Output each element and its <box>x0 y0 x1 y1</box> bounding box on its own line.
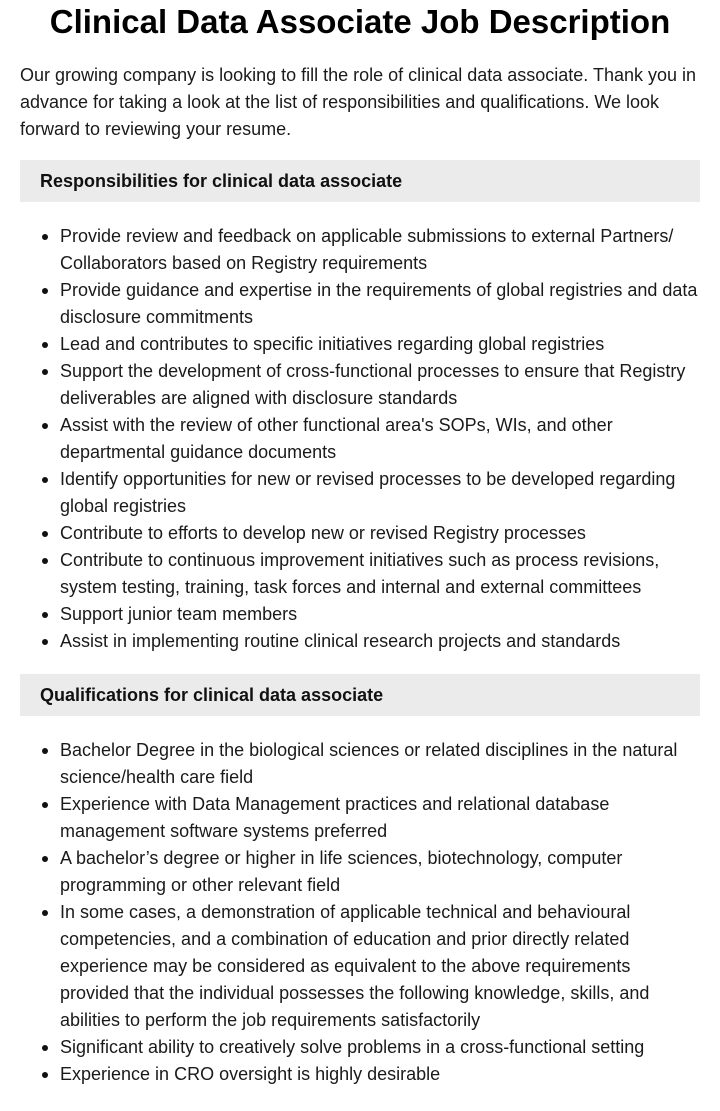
list-item: A bachelor’s degree or higher in life sciences, biotechnology, computer programming or other relevant field <box>60 845 700 899</box>
list-item: In some cases, a demonstration of applicable technical and behavioural competencies, and a combination of education and prior directly related experience may be considered as equivalent to the above requirements provided that the individual possesses the following knowledge, skills, and abilities to perform the job requirements satisfactorily <box>60 899 700 1034</box>
list-item: Contribute to efforts to develop new or revised Registry processes <box>60 520 700 547</box>
list-item: Support junior team members <box>60 601 700 628</box>
list-item: Provide guidance and expertise in the requirements of global registries and data disclosure commitments <box>60 277 700 331</box>
list-item: Contribute to continuous improvement initiatives such as process revisions, system testing, training, task forces and internal and external committees <box>60 547 700 601</box>
intro-paragraph: Our growing company is looking to fill the role of clinical data associate. Thank you in advance for taking a look at the list of responsibilities and qualifications. We look forward to reviewing your resume. <box>20 65 697 139</box>
list-item: Significant ability to creatively solve problems in a cross-functional setting <box>60 1034 700 1061</box>
list-item: Experience in CRO oversight is highly desirable <box>60 1061 700 1088</box>
responsibilities-heading: Responsibilities for clinical data associate <box>20 160 700 202</box>
list-item: Identify opportunities for new or revised processes to be developed regarding global registries <box>60 466 700 520</box>
list-item: Assist with the review of other functional area's SOPs, WIs, and other departmental guidance documents <box>60 412 700 466</box>
list-item: Experience with Data Management practices and relational database management software systems preferred <box>60 791 700 845</box>
list-item: Provide review and feedback on applicable submissions to external Partners/ Collaborators based on Registry requirements <box>60 223 700 277</box>
list-item: Support the development of cross-functional processes to ensure that Registry deliverables are aligned with disclosure standards <box>60 358 700 412</box>
list-item: Assist in implementing routine clinical research projects and standards <box>60 628 700 655</box>
page-title: Clinical Data Associate Job Description <box>49 3 671 40</box>
list-item: Bachelor Degree in the biological sciences or related disciplines in the natural science/health care field <box>60 737 700 791</box>
qualifications-list <box>20 737 700 1088</box>
list-item: Lead and contributes to specific initiatives regarding global registries <box>60 331 700 358</box>
responsibilities-list <box>20 223 700 655</box>
qualifications-heading: Qualifications for clinical data associate <box>20 674 700 716</box>
